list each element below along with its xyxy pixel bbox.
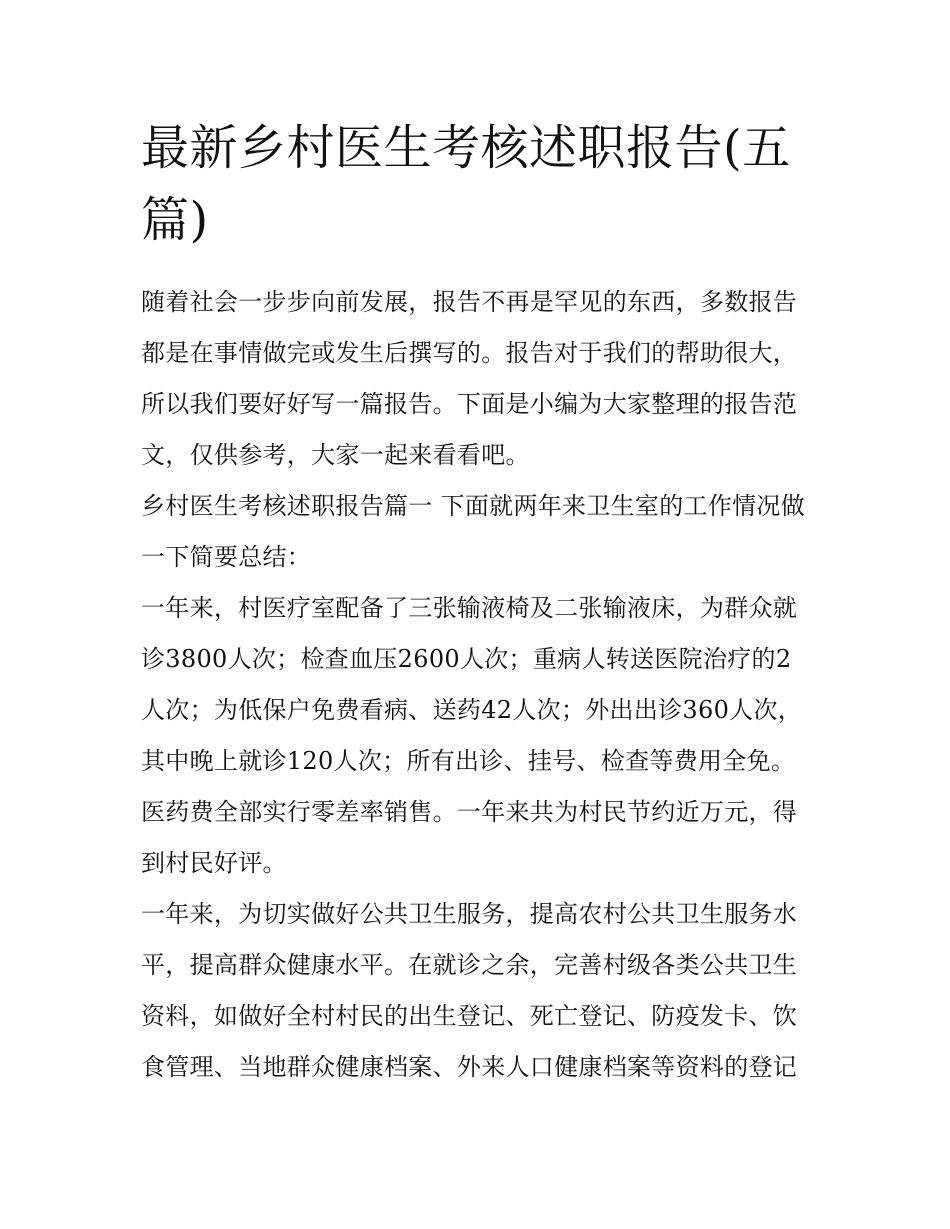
paragraph-medical-statistics: 一年来，村医疗室配备了三张输液椅及二张输液床，为群众就诊3800人次；检查血压2600人次；重病人转送医院治疗的2人次；为低保户免费看病、送药42人次；外出出诊360人次，其中晚上就诊120人次；所有出诊、挂号、检查等费用全免。医药费全部实行零差率销售。一年来共为村民节约近万元，得到村民好评。 bbox=[141, 594, 803, 877]
paragraph-public-health: 一年来，为切实做好公共卫生服务，提高农村公共卫生服务水平，提高群众健康水平。在就诊之余，完善村级各类公共卫生资料，如做好全村村民的出生登记、死亡登记、防疫发卡、饮食管理、当地群众健康档案、外来人口健康档案等资料的登记 bbox=[141, 900, 798, 1081]
document-body bbox=[141, 112, 813, 1093]
paragraph-section-one-heading: 乡村医生考核述职报告篇一 下面就两年来卫生室的工作情况做一下简要总结： bbox=[141, 492, 806, 571]
paragraph-intro: 随着社会一步步向前发展，报告不再是罕见的东西，多数报告都是在事情做完或发生后撰写的。报告对于我们的帮助很大，所以我们要好好写一篇报告。下面是小编为大家整理的报告范文，仅供参考，大家一起来看看吧。 bbox=[141, 288, 798, 469]
document-title: 最新乡村医生考核述职报告(五篇) bbox=[141, 120, 791, 248]
